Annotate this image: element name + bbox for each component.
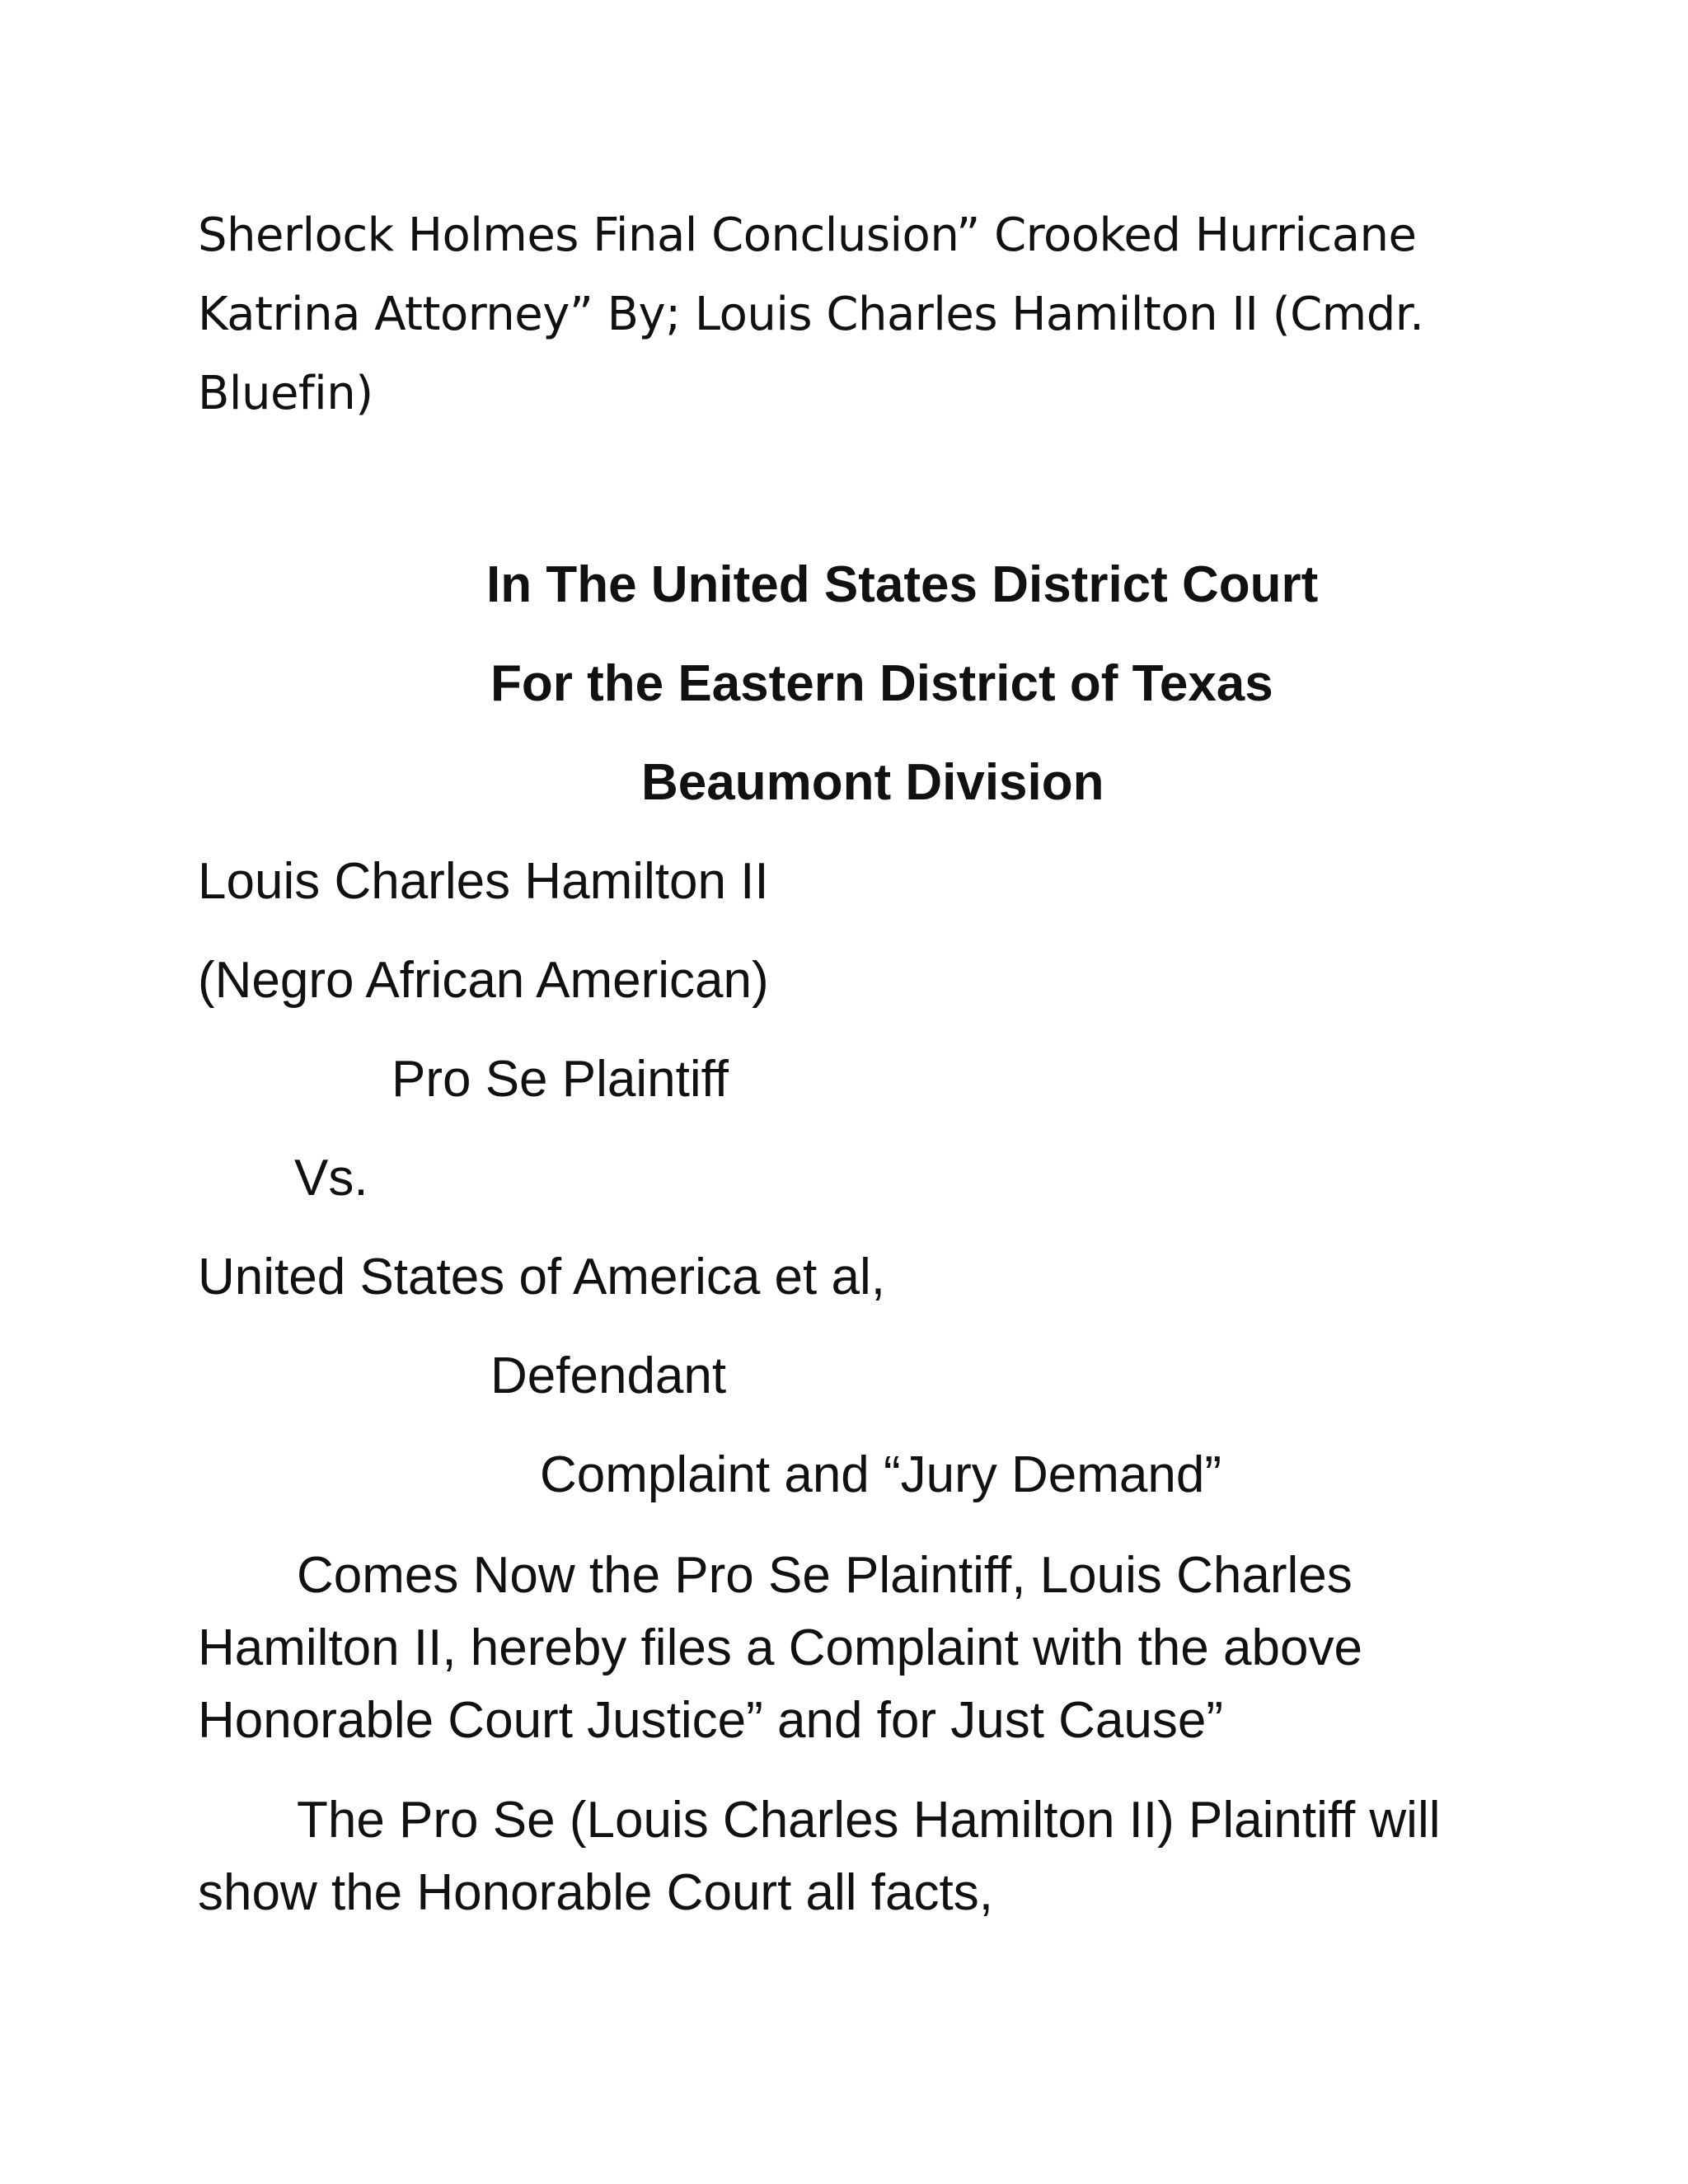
versus-label: Vs. — [294, 1150, 368, 1207]
plaintiff-role: Pro Se Plaintiff — [392, 1051, 729, 1108]
pleading-title: Complaint and “Jury Demand” — [540, 1446, 1222, 1503]
defendant-name: United States of America et al, — [198, 1249, 885, 1305]
court-heading-line-2: For the Eastern District of Texas — [490, 655, 1273, 712]
court-heading-line-3: Beaumont Division — [641, 754, 1104, 811]
court-heading-line-1: In The United States District Court — [486, 556, 1319, 613]
plaintiff-name: Louis Charles Hamilton II — [198, 853, 769, 910]
paragraph-2: The Pro Se (Louis Charles Hamilton II) Plaintiff will show the Honorable Court all facts, — [198, 1792, 1441, 1921]
paragraph-1: Comes Now the Pro Se Plaintiff, Louis Charles Hamilton II, hereby files a Complaint with the above Honorable Court Justice” and for Just Cause” — [198, 1547, 1362, 1749]
plaintiff-descriptor: (Negro African American) — [198, 952, 769, 1009]
document-title: Sherlock Holmes Final Conclusion” Crooked Hurricane Katrina Attorney” By; Louis Charles Hamilton II (Cmdr. Bluefin) — [198, 209, 1424, 420]
defendant-role: Defendant — [490, 1347, 727, 1404]
